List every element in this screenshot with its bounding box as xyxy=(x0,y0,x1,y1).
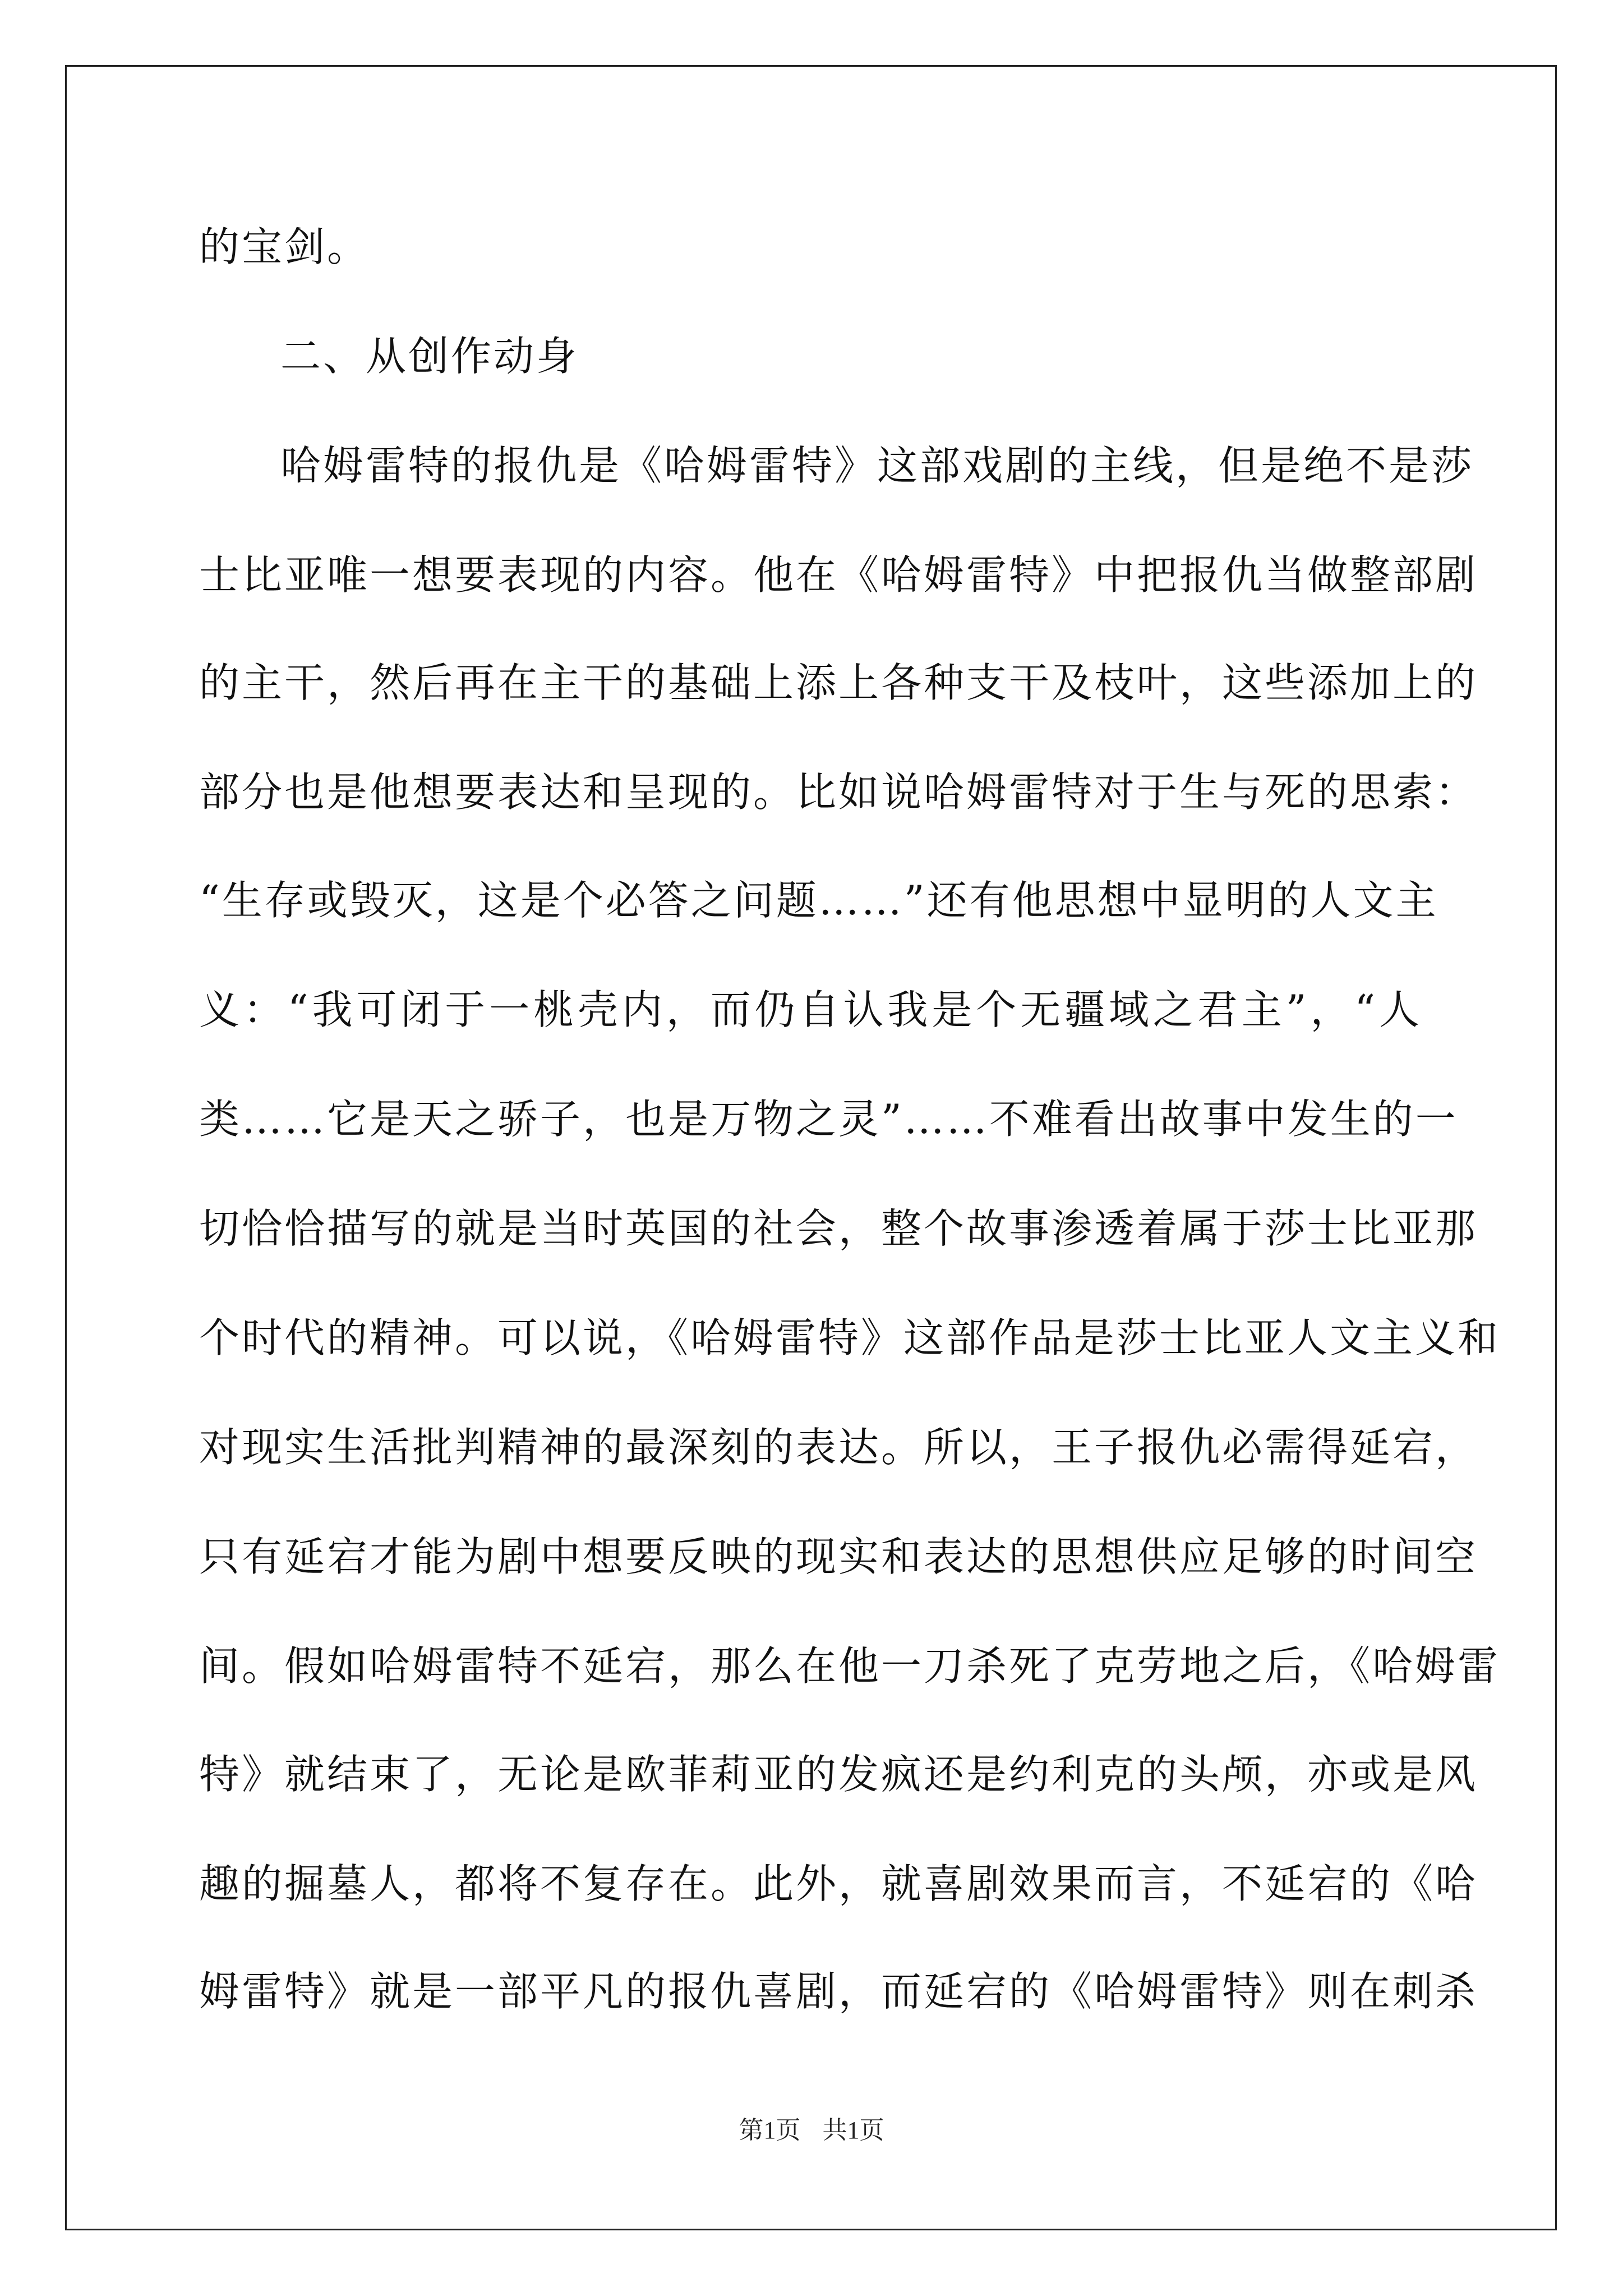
text-line: 切恰恰描写的就是当时英国的社会，整个故事渗透着属于莎士比亚那 xyxy=(199,1205,1478,1252)
page-number-total: 共1页 xyxy=(822,2116,884,2144)
text-line: 类……它是天之骄子，也是万物之灵”……不难看出故事中发生的一 xyxy=(199,1096,1458,1143)
text-line: “生存或毁灭，这是个必答之问题……”还有他思想中显明的人文主 xyxy=(199,877,1438,924)
text-line: 姆雷特》就是一部平凡的报仇喜剧，而延宕的《哈姆雷特》则在刺杀 xyxy=(199,1968,1478,2015)
text-line: 的宝剑。 xyxy=(199,223,370,270)
text-line: 间。假如哈姆雷特不延宕，那么在他一刀杀死了克劳地之后，《哈姆雷 xyxy=(199,1642,1501,1690)
text-line: 特》就结束了，无论是欧菲莉亚的发疯还是约利克的头颅，亦或是风 xyxy=(199,1751,1478,1798)
page-footer xyxy=(0,2115,1623,2146)
text-line: 士比亚唯一想要表现的内容。他在《哈姆雷特》中把报仇当做整部剧 xyxy=(199,551,1478,599)
text-line: 的主干，然后再在主干的基础上添上各种支干及枝叶，这些添加上的 xyxy=(199,659,1478,706)
text-line: 哈姆雷特的报仇是《哈姆雷特》这部戏剧的主线，但是绝不是莎 xyxy=(280,442,1474,489)
text-line: 个时代的精神。可以说，《哈姆雷特》这部作品是莎士比亚人文主义和 xyxy=(199,1314,1501,1361)
text-line: 义：“我可闭于一桃壳内，而仍自认我是个无疆域之君主”，“人 xyxy=(199,986,1422,1033)
text-line: 只有延宕才能为剧中想要反映的现实和表达的思想供应足够的时间空 xyxy=(199,1533,1478,1580)
text-line: 对现实生活批判精神的最深刻的表达。所以，王子报仇必需得延宕， xyxy=(199,1424,1478,1471)
text-line: 部分也是他想要表达和呈现的。比如说哈姆雷特对于生与死的思索： xyxy=(199,769,1478,816)
page-number-current: 第1页 xyxy=(739,2116,801,2144)
text-line: 趣的掘墓人，都将不复存在。此外，就喜剧效果而言，不延宕的《哈 xyxy=(199,1860,1478,1907)
section-heading: 二、从创作动身 xyxy=(280,333,579,380)
